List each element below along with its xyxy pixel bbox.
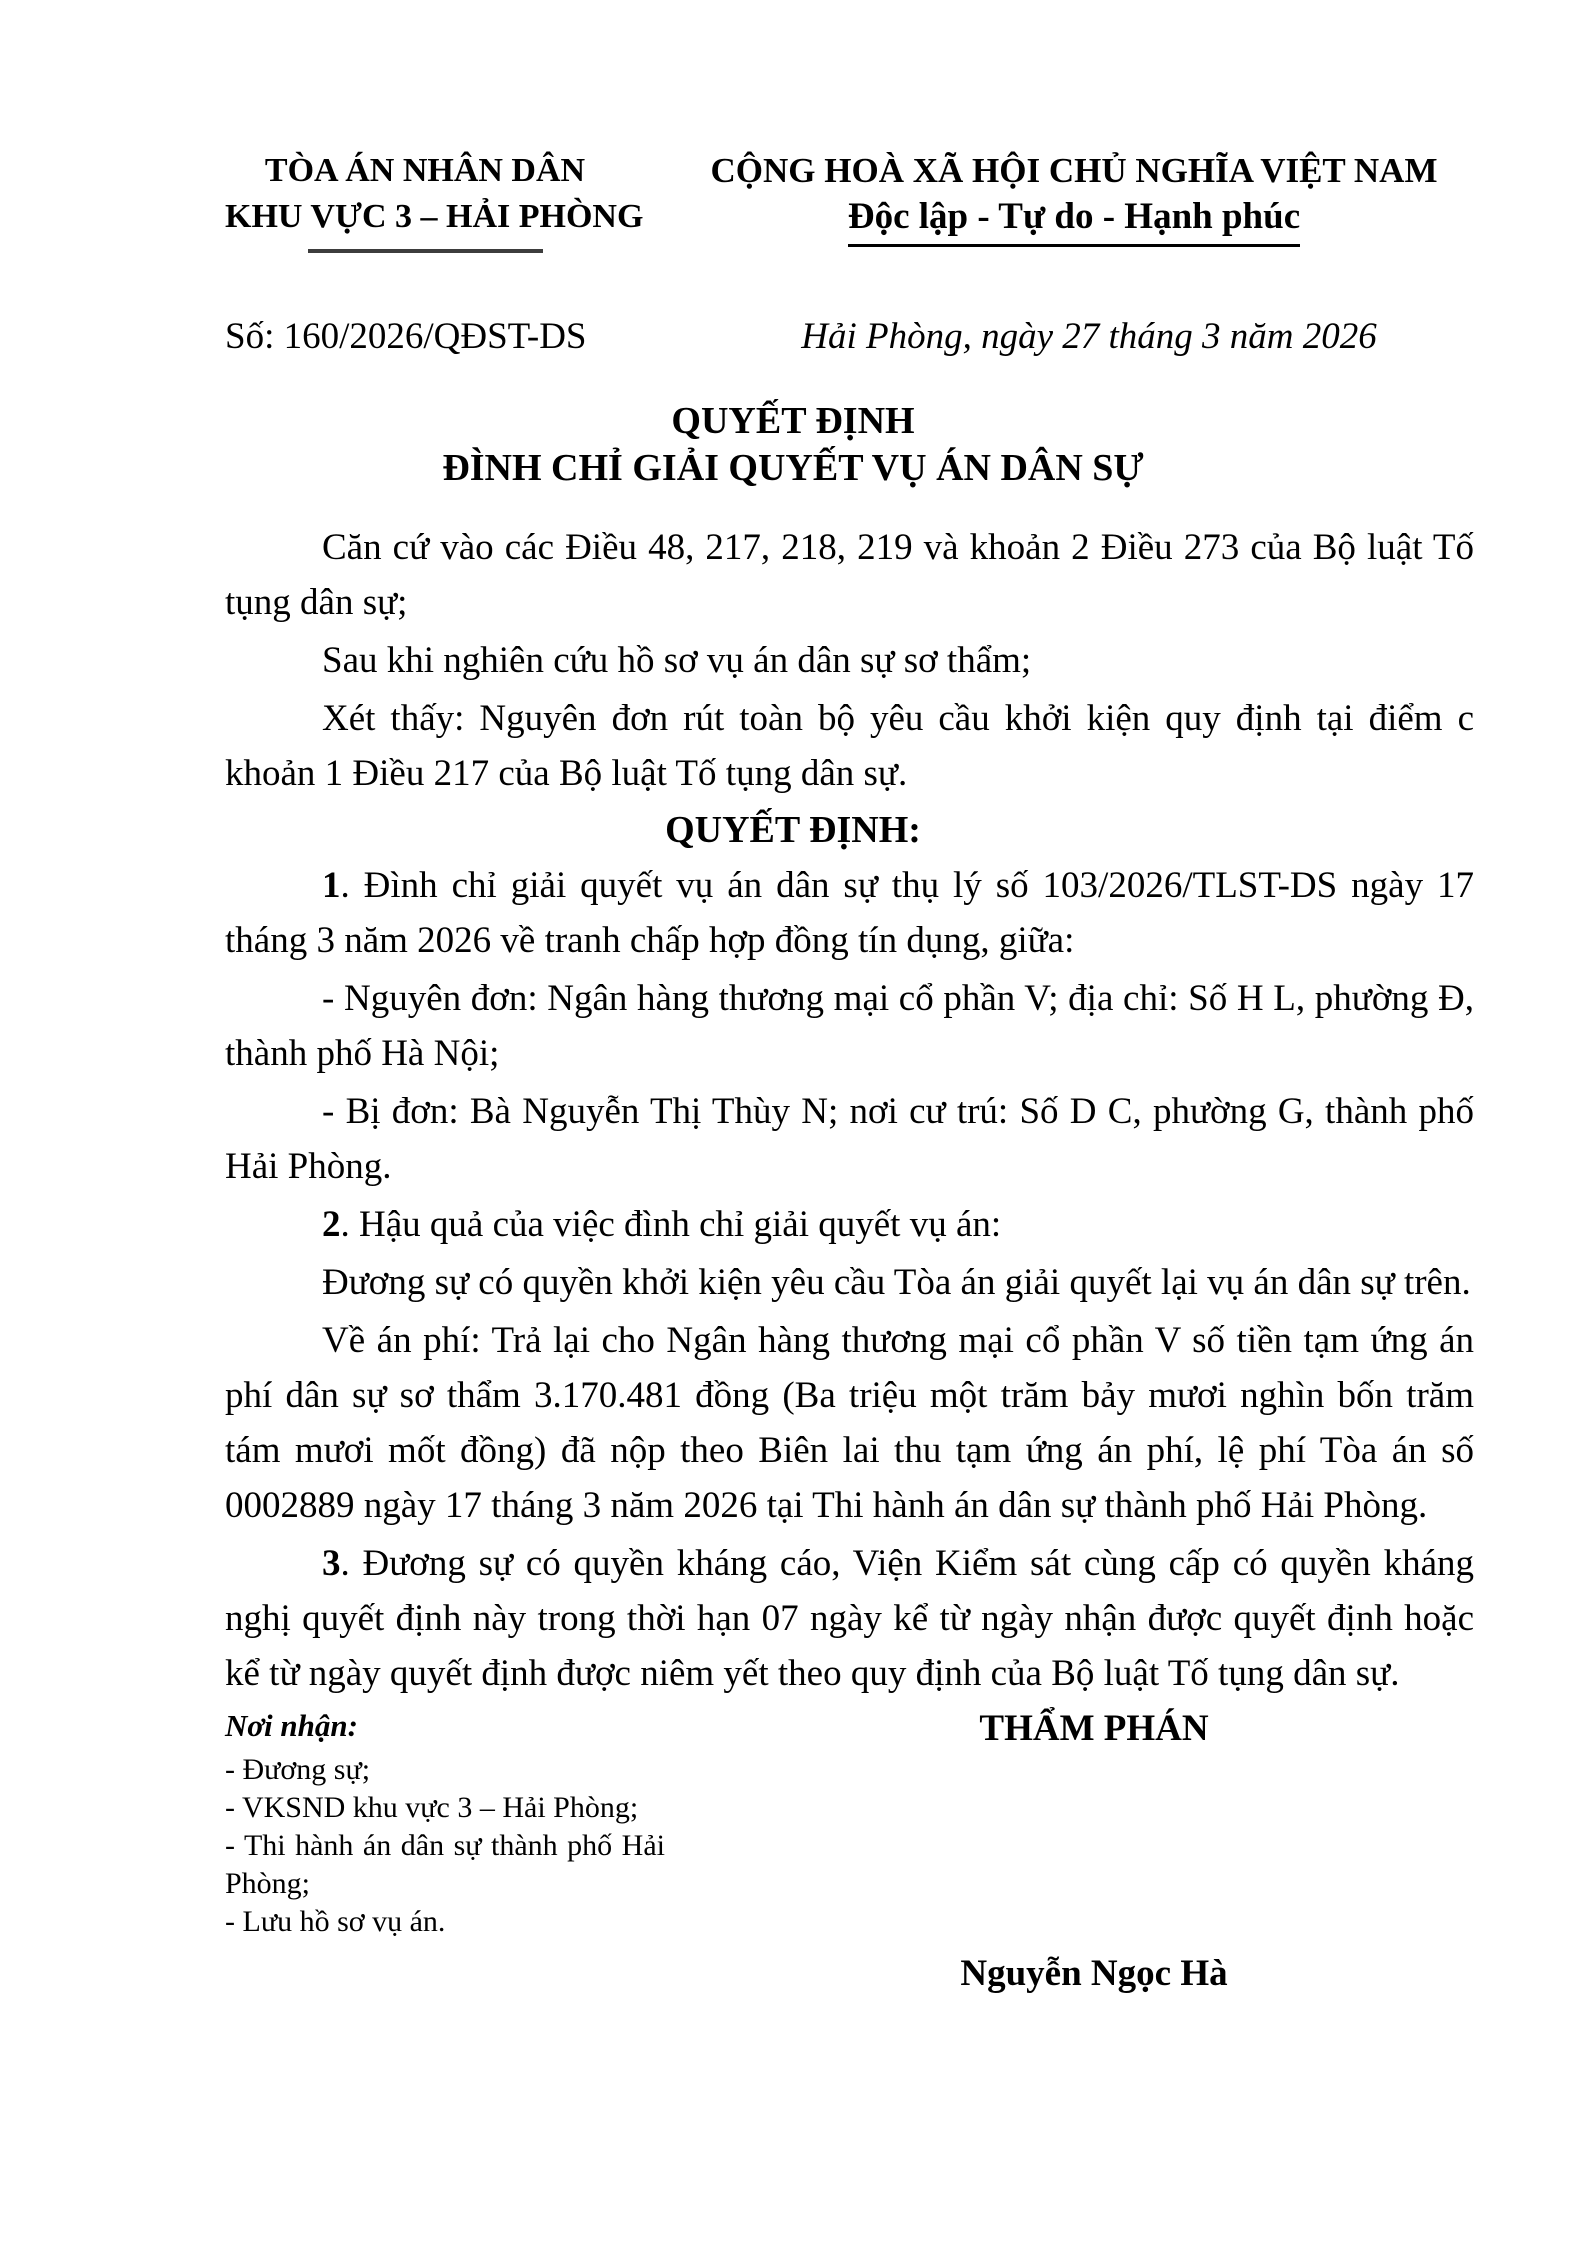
place-date-line: Hải Phòng, ngày 27 tháng 3 năm 2026 xyxy=(801,316,1377,357)
preamble-section xyxy=(225,520,1474,801)
signer-name: Nguyễn Ngọc Hà xyxy=(960,1953,1228,1994)
fees-text: Về án phí: Trả lại cho Ngân hàng thương mại cổ phần V số tiền tạm ứng án phí dân sự sơ thẩm 3.170.481 đồng (Ba triệu một trăm bảy mươi nghìn bốn trăm tám mươi mốt đồng) đã nộp theo Biên lai thu tạm ứng án phí, lệ phí Tòa án số 0002889 ngày 17 tháng 3 năm 2026 tại Thi hành án dân sự thành phố Hải Phòng. xyxy=(225,1320,1474,1526)
article-paragraph xyxy=(225,1197,1474,1252)
article-paragraph xyxy=(225,858,1474,968)
national-motto: Độc lập - Tự do - Hạnh phúc xyxy=(848,195,1300,247)
recipient-item: - Đương sự; xyxy=(225,1753,371,1786)
article-number: 1 xyxy=(322,865,341,906)
recipients-label: Nơi nhận: xyxy=(225,1708,358,1743)
issuing-court-block xyxy=(225,148,644,253)
body-paragraph xyxy=(225,1313,1474,1533)
signature-block xyxy=(814,1701,1374,2001)
decision-heading: QUYẾT ĐỊNH: xyxy=(665,809,921,851)
recipient-item: - VKSND khu vực 3 – Hải Phòng; xyxy=(225,1791,639,1824)
recipient-item: - Thi hành án dân sự thành phố Hải Phòng; xyxy=(225,1829,665,1900)
body-text: Đương sự có quyền khởi kiện yêu cầu Tòa án giải quyết lại vụ án dân sự trên. xyxy=(322,1262,1471,1303)
document-number: Số: 160/2026/QĐST-DS xyxy=(225,316,587,357)
court-jurisdiction: KHU VỰC 3 – HẢI PHÒNG xyxy=(225,198,644,235)
court-header-rule xyxy=(308,249,543,253)
article-paragraph xyxy=(225,1536,1474,1701)
document-footer xyxy=(225,1701,1474,2001)
article-text: . Đương sự có quyền kháng cáo, Viện Kiểm sát cùng cấp có quyền kháng nghị quyết định này trong thời hạn 07 ngày kể từ ngày nhận được quyết định hoặc kể từ ngày quyết định được niêm yết theo quy định của Bộ luật Tố tụng dân sự. xyxy=(225,1543,1474,1694)
recipient-item: - Lưu hồ sơ vụ án. xyxy=(225,1905,446,1938)
body-paragraph xyxy=(225,1255,1474,1310)
party-paragraph xyxy=(225,1084,1474,1194)
preamble-paragraph: Sau khi nghiên cứu hồ sơ vụ án dân sự sơ thẩm; xyxy=(322,640,1032,681)
party-paragraph xyxy=(225,971,1474,1081)
recipients-block xyxy=(225,1701,665,2001)
article-text: . Hậu quả của việc đình chỉ giải quyết vụ án: xyxy=(340,1204,1002,1245)
decision-body xyxy=(225,858,1474,1701)
signer-role: THẨM PHÁN xyxy=(979,1708,1209,1749)
article-text: . Đình chỉ giải quyết vụ án dân sự thụ lý số 103/2026/TLST-DS ngày 17 tháng 3 năm 2026 về tranh chấp hợp đồng tín dụng, giữa: xyxy=(225,865,1474,961)
preamble-paragraph: Căn cứ vào các Điều 48, 217, 218, 219 và khoản 2 Điều 273 của Bộ luật Tố tụng dân sự; xyxy=(225,527,1474,623)
court-name: TÒA ÁN NHÂN DÂN xyxy=(264,152,586,189)
document-title-line1: QUYẾT ĐỊNH xyxy=(671,400,915,442)
meta-row xyxy=(225,315,1474,358)
recipients-list xyxy=(225,1751,665,1941)
national-header-block xyxy=(674,148,1474,247)
document-title xyxy=(0,398,1586,492)
document-title-line2: ĐÌNH CHỈ GIẢI QUYẾT VỤ ÁN DÂN SỰ xyxy=(442,447,1144,489)
article-number: 2 xyxy=(322,1204,341,1245)
article-number: 3 xyxy=(322,1543,341,1584)
plaintiff-text: - Nguyên đơn: Ngân hàng thương mại cổ phần V; địa chỉ: Số H L, phường Đ, thành phố Hà Nội; xyxy=(225,978,1474,1074)
national-title: CỘNG HOÀ XÃ HỘI CHỦ NGHĨA VIỆT NAM xyxy=(710,151,1438,190)
defendant-text: - Bị đơn: Bà Nguyễn Thị Thùy N; nơi cư trú: Số D C, phường G, thành phố Hải Phòng. xyxy=(225,1091,1474,1187)
document-header xyxy=(225,148,1474,253)
preamble-paragraph: Xét thấy: Nguyên đơn rút toàn bộ yêu cầu khởi kiện quy định tại điểm c khoản 1 Điều 217 của Bộ luật Tố tụng dân sự. xyxy=(225,698,1474,794)
